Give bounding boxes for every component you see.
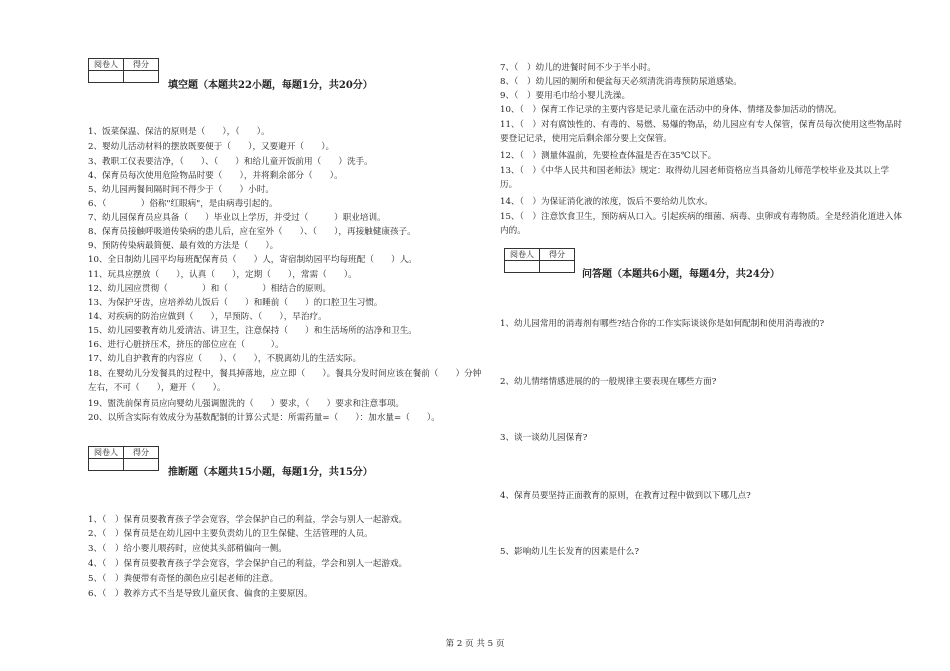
reviewer-label: 阅卷人 bbox=[89, 447, 124, 459]
question-item: 11、玩具应摆放（ ），认真（ ），定期（ ），常需（ ）。 bbox=[88, 270, 357, 280]
question-item: 19、盥洗前保育员应向婴幼儿强调盥洗的（ ）要求，（ ）要求和注意事项。 bbox=[88, 399, 405, 409]
question-item: 1、饭菜保温、保洁的原则是（ ），（ ）。 bbox=[88, 127, 270, 137]
question-item: 2、幼儿情绪情感进展的的一般规律主要表现在哪些方面? bbox=[500, 377, 717, 387]
score-label: 得分 bbox=[124, 59, 159, 71]
question-item: 4、保育员要坚持正面教育的原则，在教育过程中做到以下哪几点? bbox=[500, 491, 751, 501]
reviewer-label: 阅卷人 bbox=[505, 249, 540, 261]
section-title-qa: 问答题（本题共6小题，每题4分，共24分） bbox=[582, 269, 780, 280]
question-item: 12、幼儿园应贯彻（ ）和（ ）相结合的原则。 bbox=[88, 284, 331, 294]
section-title-fill: 填空题（本题共22小题，每题1分，共20分） bbox=[168, 80, 373, 91]
question-item: 15、幼儿园要教育幼儿爱清洁、讲卫生，注意保持（ ）和生活场所的洁净和卫生。 bbox=[88, 326, 417, 336]
score-box-judge bbox=[88, 446, 159, 471]
question-item: 1、（ ）保育员要教育孩子学会宽容，学会保护自己的利益，学会与别人一起游戏。 bbox=[88, 515, 408, 525]
question-item: 6、（ ）教养方式不当是导致儿童厌食、偏食的主要原因。 bbox=[88, 589, 313, 599]
question-item: 14、对疾病的防治应做到（ ），早预防、（ ），早治疗。 bbox=[88, 312, 327, 322]
question-item: 9、预防传染病最简便、最有效的方法是（ ）。 bbox=[88, 241, 279, 251]
question-item: 18、在婴幼儿分发餐具的过程中，餐具掉落地，应立即（ ）。餐具分发时间应该在餐前（ ）分钟左右，不可（ ），避开（ ）。 bbox=[88, 369, 482, 393]
question-item: 8、保育员接触呼吸道传染病的患儿后，应在室外（ ）、（ ），再接触健康孩子。 bbox=[88, 227, 416, 237]
question-item: 17、幼儿自护教育的内容应（ ）、（ ），不脱离幼儿的生活实际。 bbox=[88, 354, 362, 364]
question-item: 9、（ ）要用毛巾给小婴儿洗澡。 bbox=[500, 91, 631, 101]
question-item: 7、（ ）幼儿的进餐时间不少于半小时。 bbox=[500, 63, 656, 73]
question-item: 20、以所含实际有效成分为基数配制的计算公式是：所需药量=（ ）：加水量=（ ）。 bbox=[88, 413, 440, 423]
page-footer: 第 2 页 共 5 页 bbox=[445, 639, 505, 649]
question-item: 12、（ ）测量体温前，先要检查体温是否在35℃以下。 bbox=[500, 151, 717, 161]
score-box-fill bbox=[88, 58, 159, 83]
question-item: 3、（ ）给小婴儿喂药时，应使其头部稍偏向一侧。 bbox=[88, 544, 287, 554]
score-label: 得分 bbox=[540, 249, 575, 261]
score-box-qa bbox=[504, 248, 575, 273]
question-item: 13、（ ）《中华人民共和国老师法》规定：取得幼儿园老师资格应当具备幼儿师范学校毕业及其以上学历。 bbox=[500, 166, 890, 190]
question-item: 4、（ ）保育员要教育孩子学会宽容，学会保护自己的利益，学会和别人一起游戏。 bbox=[88, 559, 408, 569]
question-item: 2、（ ）保育员是在幼儿园中主要负责幼儿的卫生保健、生活管理的人员。 bbox=[88, 529, 373, 539]
question-item: 1、幼儿园常用的消毒剂有哪些?结合你的工作实际谈谈你是如何配制和使用消毒液的? bbox=[500, 319, 825, 329]
question-item: 11、（ ）对有腐蚀性的、有毒的、易燃、易爆的物品，幼儿园应有专人保管，保育员每次使用这些物品时要登记记录，使用完后剩余部分要上交保管。 bbox=[500, 120, 902, 144]
question-item: 10、全日制幼儿园平均每班配保育员（ ）人，寄宿制幼园平均每班配（ ）人。 bbox=[88, 255, 417, 265]
reviewer-label: 阅卷人 bbox=[89, 59, 124, 71]
question-item: 6、（ ）俗称"红眼病"，是由病毒引起的。 bbox=[88, 199, 278, 209]
question-item: 13、为保护牙齿，应培养幼儿饭后（ ）和睡前（ ）的口腔卫生习惯。 bbox=[88, 298, 383, 308]
question-item: 14、（ ）为保证消化液的浓度，饭后不要给幼儿饮水。 bbox=[500, 197, 713, 207]
question-item: 10、（ ）保育工作记录的主要内容是记录儿童在活动中的身体、情绪及参加活动的情况。 bbox=[500, 105, 842, 115]
question-item: 5、（ ）粪便带有奇怪的颜色应引起老师的注意。 bbox=[88, 574, 279, 584]
question-item: 8、（ ）幼儿园的厕所和便盆每天必须清洗消毒预防尿道感染。 bbox=[500, 77, 742, 87]
question-item: 3、谈一谈幼儿园保育? bbox=[500, 433, 588, 443]
question-item: 2、婴幼儿活动材料的摆放既要便于（ ），又要避开（ ）。 bbox=[88, 142, 335, 152]
question-item: 5、影响幼儿生长发育的因素是什么? bbox=[500, 547, 639, 557]
question-item: 3、教职工仪表要洁净，（ ）、（ ）和给儿童开饭前用（ ）洗手。 bbox=[88, 157, 373, 167]
question-item: 15、（ ）注意饮食卫生，预防病从口入。引起疾病的细菌、病毒、虫卵或有毒物质。全是经消化道进入体内的。 bbox=[500, 212, 902, 236]
question-item: 16、进行心脏挤压术，挤压的部位应在（ ）。 bbox=[88, 340, 284, 350]
question-item: 7、幼儿园保育员应具备（ ）毕业以上学历，并受过（ ）职业培训。 bbox=[88, 213, 386, 223]
question-item: 4、保育员每次使用危险物品时要（ ），并将剩余部分（ ）。 bbox=[88, 171, 343, 181]
question-item: 5、幼儿园两餐间隔时间不得少于（ ）小时。 bbox=[88, 185, 274, 195]
section-title-judge: 推断题（本题共15小题，每题1分，共15分） bbox=[168, 467, 373, 478]
score-label: 得分 bbox=[124, 447, 159, 459]
